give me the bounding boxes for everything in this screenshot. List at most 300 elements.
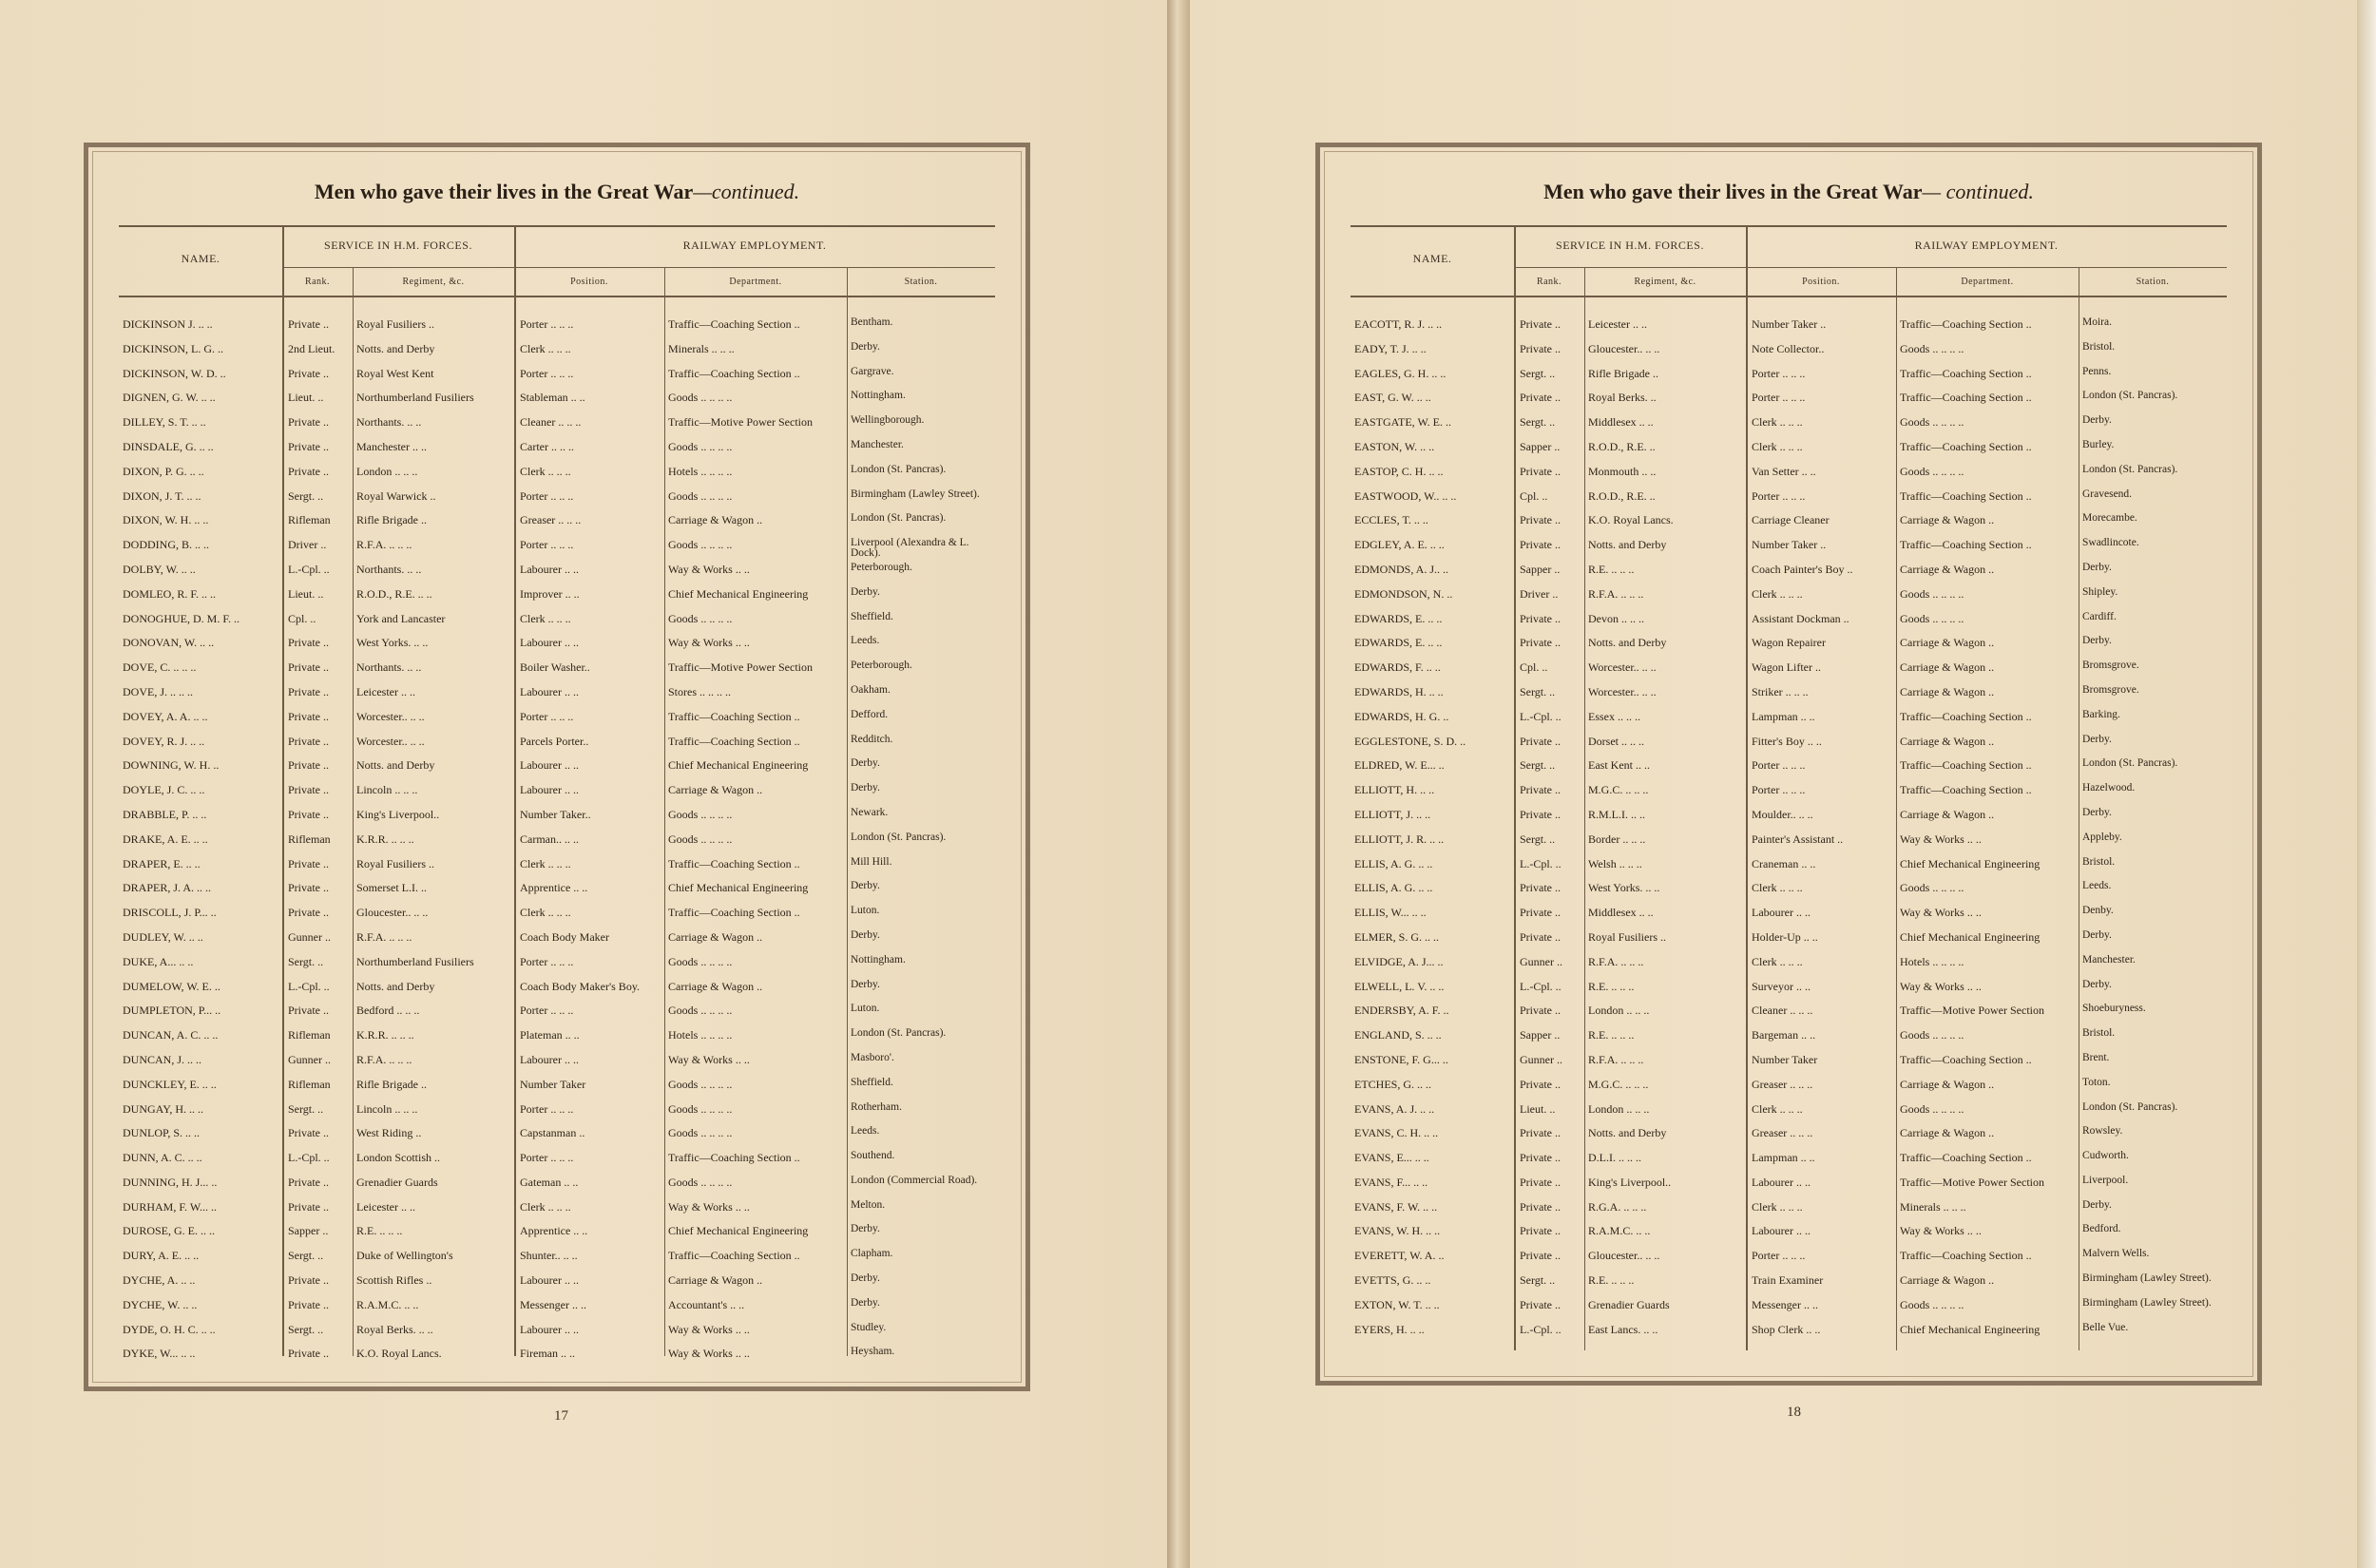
position-cell: Gateman .. .. (520, 1175, 579, 1189)
station-cell: Wellingborough. (851, 415, 925, 427)
department-cell: Traffic—Coaching Section .. (1900, 317, 2032, 331)
station-cell: Mill Hill. (851, 856, 892, 868)
table-row (1351, 1293, 2227, 1318)
position-cell: Painter's Assistant .. (1752, 832, 1844, 846)
table-row (119, 1146, 995, 1171)
name-cell: ENDERSBY, A. F. .. (1354, 1004, 1449, 1018)
name-cell: DURHAM, F. W... .. (123, 1199, 218, 1214)
table-row (119, 337, 995, 362)
department-cell: Carriage & Wagon .. (668, 929, 763, 944)
rank-cell: Private .. (1520, 783, 1561, 797)
table-row (1351, 1318, 2227, 1343)
department-cell: Stores .. .. .. .. (668, 684, 731, 698)
regiment-cell: Northumberland Fusiliers (356, 954, 474, 968)
rank-cell: Private .. (1520, 734, 1561, 748)
table-row (119, 876, 995, 901)
name-cell: EVETTS, G. .. .. (1354, 1273, 1431, 1288)
table-row (1351, 631, 2227, 656)
table-row (119, 1293, 995, 1318)
rank-cell: Private .. (288, 807, 329, 821)
rank-cell: Sergt. .. (288, 1101, 324, 1116)
station-cell: Bristol. (2082, 856, 2116, 868)
department-cell: Chief Mechanical Engineering (668, 881, 809, 895)
department-cell: Goods .. .. .. .. (1900, 1101, 1964, 1116)
name-cell: DUNN, A. C. .. .. (123, 1151, 202, 1165)
position-cell: Striker .. .. .. (1752, 684, 1809, 698)
regiment-cell: Royal Fusiliers .. (356, 317, 435, 331)
regiment-cell: R.E. .. .. .. (1588, 562, 1635, 576)
regiment-cell: Devon .. .. .. (1588, 611, 1644, 625)
rank-cell: Rifleman (288, 1028, 331, 1042)
regiment-cell: Worcester.. .. .. (1588, 660, 1657, 675)
rank-cell: Private .. (288, 684, 329, 698)
position-cell: Cleaner .. .. .. (520, 415, 582, 430)
regiment-cell: Rifle Brigade .. (1588, 366, 1658, 380)
position-cell: Carter .. .. .. (520, 439, 574, 453)
name-cell: DUNCAN, J. .. .. (123, 1052, 202, 1066)
department-cell: Goods .. .. .. .. (668, 538, 733, 552)
name-cell: EDWARDS, F. .. .. (1354, 660, 1441, 675)
table-row (1351, 1219, 2227, 1244)
department-cell: Goods .. .. .. .. (668, 832, 733, 846)
rank-cell: L.-Cpl. .. (288, 562, 330, 576)
station-cell: Heysham. (851, 1347, 895, 1358)
position-cell: Clerk .. .. .. (1752, 954, 1803, 968)
name-cell: DRABBLE, P. .. .. (123, 807, 207, 821)
station-cell: Derby. (2082, 734, 2112, 745)
name-cell: DOMLEO, R. F. .. .. (123, 586, 217, 601)
regiment-cell: Northants. .. .. (356, 415, 422, 430)
table-row (119, 778, 995, 803)
rank-cell: Driver .. (288, 538, 327, 552)
table-row (1351, 852, 2227, 877)
position-cell: Number Taker .. (1752, 317, 1827, 331)
department-cell: Traffic—Coaching Section .. (1900, 366, 2032, 380)
name-cell: EDGLEY, A. E. .. .. (1354, 538, 1445, 552)
name-cell: EXTON, W. T. .. .. (1354, 1297, 1440, 1311)
regiment-cell: K.O. Royal Lancs. (1588, 513, 1674, 527)
station-cell: London (St. Pancras). (2082, 391, 2178, 402)
table-row (119, 1098, 995, 1122)
station-cell: Birmingham (Lawley Street). (851, 488, 980, 500)
regiment-cell: King's Liverpool.. (356, 807, 440, 821)
position-cell: Number Taker (520, 1077, 586, 1091)
table-row (119, 1195, 995, 1220)
rank-cell: Sapper .. (1520, 562, 1561, 576)
regiment-cell: R.O.D., R.E. .. (1588, 488, 1656, 503)
table-row (119, 1342, 995, 1367)
position-cell: Porter .. .. .. (520, 1004, 574, 1018)
station-cell: Barking. (2082, 709, 2120, 720)
regiment-cell: Royal Fusiliers .. (1588, 929, 1667, 944)
title-main: Men who gave their lives in the Great War (314, 180, 694, 203)
table-row (1351, 901, 2227, 926)
position-cell: Porter .. .. .. (1752, 1249, 1806, 1263)
header-regiment: Regiment, &c. (1634, 277, 1696, 287)
rank-cell: Gunner .. (1520, 1052, 1562, 1066)
table-row (119, 1219, 995, 1244)
rank-cell: Private .. (288, 464, 329, 478)
station-cell: London (St. Pancras). (851, 464, 947, 475)
title-main: Men who gave their lives in the Great War (1543, 180, 1923, 203)
regiment-cell: R.A.M.C. .. .. (356, 1297, 419, 1311)
regiment-cell: D.L.I. .. .. .. (1588, 1151, 1641, 1165)
rank-cell: Private .. (288, 881, 329, 895)
regiment-cell: East Lancs. .. .. (1588, 1322, 1658, 1336)
department-cell: Goods .. .. .. .. (668, 488, 733, 503)
regiment-cell: M.G.C. .. .. .. (1588, 783, 1649, 797)
name-cell: DOYLE, J. C. .. .. (123, 783, 205, 797)
rank-cell: Gunner .. (1520, 954, 1562, 968)
rank-cell: Private .. (1520, 464, 1561, 478)
name-cell: DONOGHUE, D. M. F. .. (123, 611, 240, 625)
department-cell: Goods .. .. .. .. (1900, 1028, 1964, 1042)
rank-cell: Private .. (1520, 636, 1561, 650)
header-station: Station. (2136, 277, 2170, 287)
table-row (119, 680, 995, 705)
name-cell: DUMELOW, W. E. .. (123, 979, 220, 993)
table-row (119, 754, 995, 778)
table-row (119, 435, 995, 460)
station-cell: Brent. (2082, 1052, 2110, 1063)
position-cell: Lampman .. .. (1752, 1151, 1815, 1165)
name-cell: DICKINSON J. .. .. (123, 317, 213, 331)
position-cell: Labourer .. .. (1752, 1175, 1811, 1189)
rank-cell: Sergt. .. (1520, 684, 1556, 698)
name-cell: DUNCKLEY, E. .. .. (123, 1077, 217, 1091)
regiment-cell: Monmouth .. .. (1588, 464, 1657, 478)
position-cell: Clerk .. .. .. (520, 464, 571, 478)
position-cell: Clerk .. .. .. (520, 856, 571, 870)
header-name: NAME. (1412, 252, 1452, 265)
regiment-cell: R.E. .. .. .. (356, 1224, 403, 1238)
header-railway: RAILWAY EMPLOYMENT. (1914, 239, 2059, 252)
name-cell: ELMER, S. G. .. .. (1354, 929, 1440, 944)
station-cell: Shipley. (2082, 586, 2118, 598)
department-cell: Hotels .. .. .. .. (668, 464, 733, 478)
table-row (1351, 876, 2227, 901)
position-cell: Shunter.. .. .. (520, 1249, 578, 1263)
department-cell: Traffic—Coaching Section .. (1900, 538, 2032, 552)
department-cell: Carriage & Wagon .. (1900, 734, 1995, 748)
station-cell: London (St. Pancras). (2082, 1101, 2178, 1113)
rank-cell: Private .. (1520, 1175, 1561, 1189)
station-cell: Derby. (851, 979, 880, 990)
department-cell: Minerals .. .. .. (668, 341, 735, 355)
table-row (1351, 558, 2227, 583)
left-table (119, 225, 995, 1361)
position-cell: Clerk .. .. .. (1752, 439, 1803, 453)
position-cell: Plateman .. .. (520, 1028, 580, 1042)
department-cell: Way & Works .. .. (668, 1052, 750, 1066)
station-cell: Rotherham. (851, 1101, 902, 1113)
table-row (1351, 1269, 2227, 1293)
rank-cell: Private .. (288, 1175, 329, 1189)
regiment-cell: Leicester .. .. (1588, 317, 1647, 331)
position-cell: Porter .. .. .. (520, 954, 574, 968)
regiment-cell: Somerset L.I. .. (356, 881, 427, 895)
header-service: SERVICE IN H.M. FORCES. (1556, 239, 1704, 252)
station-cell: Derby. (2082, 979, 2112, 990)
name-cell: DOLBY, W. .. .. (123, 562, 196, 576)
station-cell: London (Commercial Road). (851, 1175, 978, 1186)
rank-cell: Lieut. .. (288, 586, 324, 601)
book-spine (1167, 0, 1190, 1568)
regiment-cell: Scottish Rifles .. (356, 1273, 432, 1288)
department-cell: Goods .. .. .. .. (668, 954, 733, 968)
table-row (119, 1048, 995, 1073)
rank-cell: Private .. (1520, 391, 1561, 405)
department-cell: Accountant's .. .. (668, 1297, 745, 1311)
position-cell: Coach Body Maker (520, 929, 609, 944)
position-cell: Labourer .. .. (1752, 906, 1811, 920)
position-cell: Apprentice .. .. (520, 1224, 588, 1238)
station-cell: Cardiff. (2082, 611, 2117, 622)
position-cell: Carman.. .. .. (520, 832, 579, 846)
department-cell: Goods .. .. .. .. (668, 1175, 733, 1189)
name-cell: DIXON, J. T. .. .. (123, 488, 201, 503)
table-row (119, 1318, 995, 1343)
station-cell: Derby. (2082, 415, 2112, 427)
rank-cell: Private .. (288, 415, 329, 430)
station-cell: Birmingham (Lawley Street). (2082, 1273, 2212, 1285)
regiment-cell: Rifle Brigade .. (356, 513, 427, 527)
regiment-cell: R.F.A. .. .. .. (356, 538, 412, 552)
name-cell: DONOVAN, W. .. .. (123, 636, 215, 650)
name-cell: DYCHE, A. .. .. (123, 1273, 196, 1288)
regiment-cell: Northumberland Fusiliers (356, 391, 474, 405)
department-cell: Goods .. .. .. .. (1900, 1297, 1964, 1311)
regiment-cell: Northants. .. .. (356, 660, 422, 675)
department-cell: Carriage & Wagon .. (1900, 1077, 1995, 1091)
table-row (119, 975, 995, 1000)
table-row (1351, 533, 2227, 558)
right-table (1351, 225, 2227, 1356)
table-row (119, 607, 995, 632)
department-cell: Chief Mechanical Engineering (668, 586, 809, 601)
header-position: Position. (1802, 277, 1840, 287)
regiment-cell: West Riding .. (356, 1126, 422, 1140)
table-row (1351, 803, 2227, 828)
regiment-cell: Gloucester.. .. .. (1588, 1249, 1660, 1263)
regiment-cell: London .. .. .. (1588, 1004, 1650, 1018)
position-cell: Craneman .. .. (1752, 856, 1816, 870)
name-cell: EDWARDS, E. .. .. (1354, 636, 1443, 650)
station-cell: Derby. (2082, 1199, 2112, 1211)
table-row (119, 656, 995, 680)
station-cell: Luton. (851, 906, 880, 917)
rank-cell: Gunner .. (288, 929, 331, 944)
position-cell: Van Setter .. .. (1752, 464, 1816, 478)
regiment-cell: Royal West Kent (356, 366, 434, 380)
regiment-cell: West Yorks. .. .. (356, 636, 429, 650)
name-cell: EDWARDS, E. .. .. (1354, 611, 1443, 625)
station-cell: Derby. (2082, 562, 2112, 573)
position-cell: Labourer .. .. (520, 783, 579, 797)
name-cell: EASTON, W. .. .. (1354, 439, 1435, 453)
regiment-cell: Duke of Wellington's (356, 1249, 453, 1263)
position-cell: Porter .. .. .. (1752, 391, 1806, 405)
name-cell: ELLIS, A. G. .. .. (1354, 881, 1433, 895)
department-cell: Goods .. .. .. .. (1900, 341, 1964, 355)
name-cell: DINSDALE, G. .. .. (123, 439, 214, 453)
department-cell: Traffic—Motive Power Section (1900, 1004, 2044, 1018)
name-cell: DUDLEY, W. .. .. (123, 929, 203, 944)
table-row (119, 533, 995, 558)
left-page-number: 17 (554, 1408, 568, 1424)
regiment-cell: East Kent .. .. (1588, 758, 1650, 773)
rank-cell: Private .. (288, 1126, 329, 1140)
table-row (119, 901, 995, 926)
header-service: SERVICE IN H.M. FORCES. (324, 239, 472, 252)
position-cell: Porter .. .. .. (1752, 758, 1806, 773)
table-row (1351, 583, 2227, 607)
rank-cell: Private .. (288, 783, 329, 797)
department-cell: Traffic—Coaching Section .. (1900, 1151, 2032, 1165)
regiment-cell: London .. .. .. (1588, 1101, 1650, 1116)
station-cell: Manchester. (2082, 954, 2136, 966)
department-cell: Traffic—Motive Power Section (1900, 1175, 2044, 1189)
position-cell: Surveyor .. .. (1752, 979, 1811, 993)
department-cell: Goods .. .. .. .. (668, 1126, 733, 1140)
position-cell: Porter .. .. .. (520, 538, 574, 552)
position-cell: Greaser .. .. .. (1752, 1126, 1813, 1140)
table-row (119, 1171, 995, 1195)
department-cell: Way & Works .. .. (1900, 906, 1982, 920)
position-cell: Clerk .. .. .. (1752, 1199, 1803, 1214)
name-cell: ELLIOTT, J. .. .. (1354, 807, 1431, 821)
table-row (1351, 705, 2227, 730)
name-cell: DOVE, J. .. .. .. (123, 684, 193, 698)
rank-cell: Private .. (1520, 1224, 1561, 1238)
rank-cell: Private .. (1520, 317, 1561, 331)
table-row (119, 508, 995, 533)
left-rows (119, 313, 995, 1367)
position-cell: Porter .. .. .. (520, 1151, 574, 1165)
regiment-cell: R.O.D., R.E. .. .. (356, 586, 432, 601)
department-cell: Chief Mechanical Engineering (668, 1224, 809, 1238)
regiment-cell: Manchester .. .. (356, 439, 427, 453)
rank-cell: Sergt. .. (1520, 832, 1556, 846)
rank-cell: L.-Cpl. .. (288, 979, 330, 993)
station-cell: Nottingham. (851, 954, 906, 966)
table-row (119, 1244, 995, 1269)
department-cell: Way & Works .. .. (668, 1322, 750, 1336)
position-cell: Porter .. .. .. (520, 1101, 574, 1116)
position-cell: Labourer .. .. (520, 684, 579, 698)
name-cell: DURY, A. E. .. .. (123, 1249, 200, 1263)
table-row (1351, 656, 2227, 680)
table-row (119, 631, 995, 656)
department-cell: Carriage & Wagon .. (1900, 1126, 1995, 1140)
station-cell: Melton. (851, 1199, 886, 1211)
left-page-title (88, 180, 1025, 204)
department-cell: Carriage & Wagon .. (668, 513, 763, 527)
table-row (119, 1121, 995, 1146)
name-cell: EADY, T. J. .. .. (1354, 341, 1427, 355)
rank-cell: 2nd Lieut. (288, 341, 335, 355)
department-cell: Goods .. .. .. .. (668, 611, 733, 625)
regiment-cell: R.A.M.C. .. .. (1588, 1224, 1651, 1238)
position-cell: Porter .. .. .. (520, 317, 574, 331)
position-cell: Porter .. .. .. (520, 488, 574, 503)
table-row (119, 828, 995, 852)
rank-cell: Cpl. .. (288, 611, 316, 625)
rank-cell: Rifleman (288, 832, 331, 846)
name-cell: EDMONDS, A. J.. .. (1354, 562, 1449, 576)
regiment-cell: Royal Berks. .. (1588, 391, 1657, 405)
position-cell: Wagon Lifter .. (1752, 660, 1822, 675)
regiment-cell: R.G.A. .. .. .. (1588, 1199, 1647, 1214)
station-cell: Manchester. (851, 439, 904, 450)
table-row (1351, 337, 2227, 362)
position-cell: Apprentice .. .. (520, 881, 588, 895)
table-row (1351, 313, 2227, 337)
rank-cell: Sergt. .. (288, 1249, 324, 1263)
regiment-cell: West Yorks. .. .. (1588, 881, 1660, 895)
name-cell: EVANS, F... .. .. (1354, 1175, 1428, 1189)
station-cell: London (St. Pancras). (2082, 758, 2178, 770)
rank-cell: Private .. (1520, 929, 1561, 944)
table-row (1351, 362, 2227, 387)
rank-cell: Private .. (288, 734, 329, 748)
rank-cell: Sergt. .. (1520, 366, 1556, 380)
station-cell: Birmingham (Lawley Street). (2082, 1297, 2212, 1309)
name-cell: EVANS, E... .. .. (1354, 1151, 1429, 1165)
department-cell: Traffic—Coaching Section .. (1900, 709, 2032, 723)
position-cell: Number Taker.. (520, 807, 591, 821)
station-cell: Southend. (851, 1151, 895, 1162)
header-department: Department. (1961, 277, 2014, 287)
name-cell: DUROSE, G. E. .. .. (123, 1224, 216, 1238)
station-cell: Gargrave. (851, 366, 894, 377)
table-row (1351, 1048, 2227, 1073)
name-cell: ELLIOTT, H. .. .. (1354, 783, 1435, 797)
name-cell: DICKINSON, L. G. .. (123, 341, 223, 355)
station-cell: Bromsgrove. (2082, 684, 2139, 696)
regiment-cell: R.F.A. .. .. .. (1588, 1052, 1644, 1066)
regiment-cell: York and Lancaster (356, 611, 446, 625)
department-cell: Carriage & Wagon .. (1900, 636, 1995, 650)
rank-cell: Lieut. .. (1520, 1101, 1556, 1116)
station-cell: Clapham. (851, 1249, 893, 1260)
department-cell: Goods .. .. .. .. (668, 1077, 733, 1091)
department-cell: Traffic—Coaching Section .. (1900, 758, 2032, 773)
station-cell: Bristol. (2082, 1028, 2116, 1040)
department-cell: Goods .. .. .. .. (668, 391, 733, 405)
position-cell: Porter .. .. .. (520, 366, 574, 380)
name-cell: EACOTT, R. J. .. .. (1354, 317, 1443, 331)
station-cell: Derby. (851, 929, 880, 941)
header-rank: Rank. (304, 277, 331, 287)
station-cell: Derby. (851, 758, 880, 770)
station-cell: Redditch. (851, 734, 893, 745)
rank-cell: Private .. (288, 660, 329, 675)
table-row (1351, 999, 2227, 1023)
station-cell: Oakham. (851, 684, 891, 696)
position-cell: Improver .. .. (520, 586, 580, 601)
regiment-cell: London .. .. .. (356, 464, 418, 478)
table-row (1351, 778, 2227, 803)
rank-cell: L.-Cpl. .. (1520, 979, 1562, 993)
regiment-cell: Leicester .. .. (356, 684, 415, 698)
table-row (1351, 508, 2227, 533)
table-row (1351, 975, 2227, 1000)
rank-cell: Private .. (288, 1297, 329, 1311)
name-cell: DICKINSON, W. D. .. (123, 366, 226, 380)
position-cell: Clerk .. .. .. (1752, 586, 1803, 601)
name-cell: EDMONDSON, N. .. (1354, 586, 1453, 601)
